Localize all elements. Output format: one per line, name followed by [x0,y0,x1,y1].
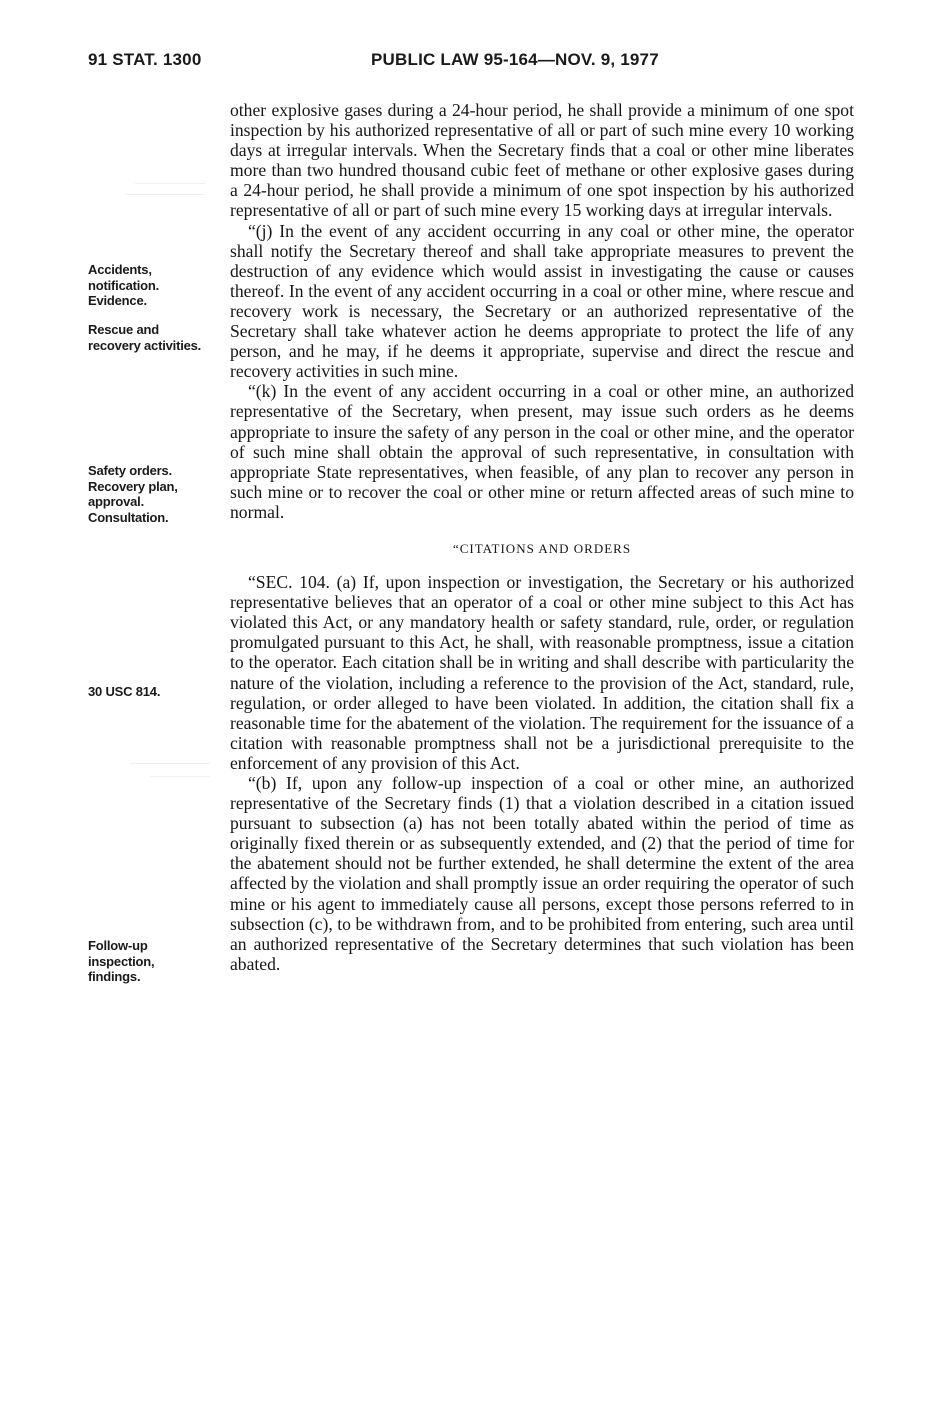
bleed-through-decoration [115,180,205,220]
margin-note-follow-up: Follow-up inspection, findings. [88,938,155,984]
paragraph-subsection-k: “(k) In the event of any accident occurring in a coal or other mine, an authorized representative of the Secretary, when present, may issue such orders as he deems appropriate to insure the safety of any person in the coal or other mine, and the operator of such mine shall obtain the approval of such representative, in consultation with appropriate State representatives, when feasible, of any plan to recover any person in such mine or to recover the coal or other mine or return affected areas of such mine to normal. [230,381,854,522]
body-text [230,100,854,974]
paragraph-continuation: other explosive gases during a 24-hour period, he shall provide a minimum of one spot inspection by his authorized representative of all or part of such mine every 10 working days at irregular intervals. When the Secretary finds that a coal or other mine liberates more than two hundred thousand cubic feet of methane or other explosive gases during a 24-hour period, he shall provide a minimum of one spot inspection by his authorized representative of all or part of such mine every 15 working days at irregular intervals. [230,100,854,221]
margin-note-usc-citation: 30 USC 814. [88,684,161,699]
paragraph-subsection-j: “(j) In the event of any accident occurring in any coal or other mine, the operator shall notify the Secretary thereof and shall take appropriate measures to prevent the destruction of any evidence which would assist in investigating the cause or causes thereof. In the event of any accident occurring in a coal or other mine, where rescue and recovery work is necessary, the Secretary or an authorized representative of the Secretary shall take whatever action he deems appropriate to protect the life of any person, and he may, if he deems it appropriate, supervise and direct the rescue and recovery activities in such mine. [230,220,854,382]
bleed-through-decoration [120,760,210,800]
section-heading: “CITATIONS AND ORDERS [452,540,632,556]
margin-note-safety-orders: Safety orders. Recovery plan, approval. Consultation. [88,463,178,525]
margin-note-rescue: Rescue and recovery activities. [88,322,202,353]
paragraph-section-104-b: “(b) If, upon any follow-up inspection of a coal or other mine, an authorized representative of the Secretary finds (1) that a violation described in a citation issued pursuant to subsection (a) has not been totally abated within the period of time as originally fixed therein or as subsequently extended, and (2) that the period of time for the abatement should not be further extended, he shall determine the extent of the area affected by the violation and shall promptly issue an order requiring the operator of such mine or his agent to immediately cause all persons, except those persons referred to in subsection (c), to be withdrawn from, and to be prohibited from entering, such area until an authorized representative of the Secretary determines that such violation has been abated. [230,773,854,974]
public-law-title: PUBLIC LAW 95-164—NOV. 9, 1977 [371,50,659,69]
statute-page-number: 91 STAT. 1300 [88,50,202,69]
paragraph-section-104-a: “SEC. 104. (a) If, upon inspection or investigation, the Secretary or his authorized representative believes that an operator of a coal or other mine subject to this Act has violated this Act, or any mandatory health or safety standard, rule, order, or regulation promulgated pursuant to this Act, he shall, with reasonable promptness, issue a citation to the operator. Each citation shall be in writing and shall describe with particularity the nature of the violation, including a reference to the provision of the Act, standard, rule, regulation, or order alleged to have been violated. In addition, the citation shall fix a reasonable time for the abatement of the violation. The requirement for the issuance of a citation with reasonable promptness shall not be a jurisdictional prerequisite to the enforcement of any provision of this Act. [230,572,854,773]
margin-note-accidents: Accidents, notification. Evidence. [88,262,160,308]
page-header [88,50,868,76]
